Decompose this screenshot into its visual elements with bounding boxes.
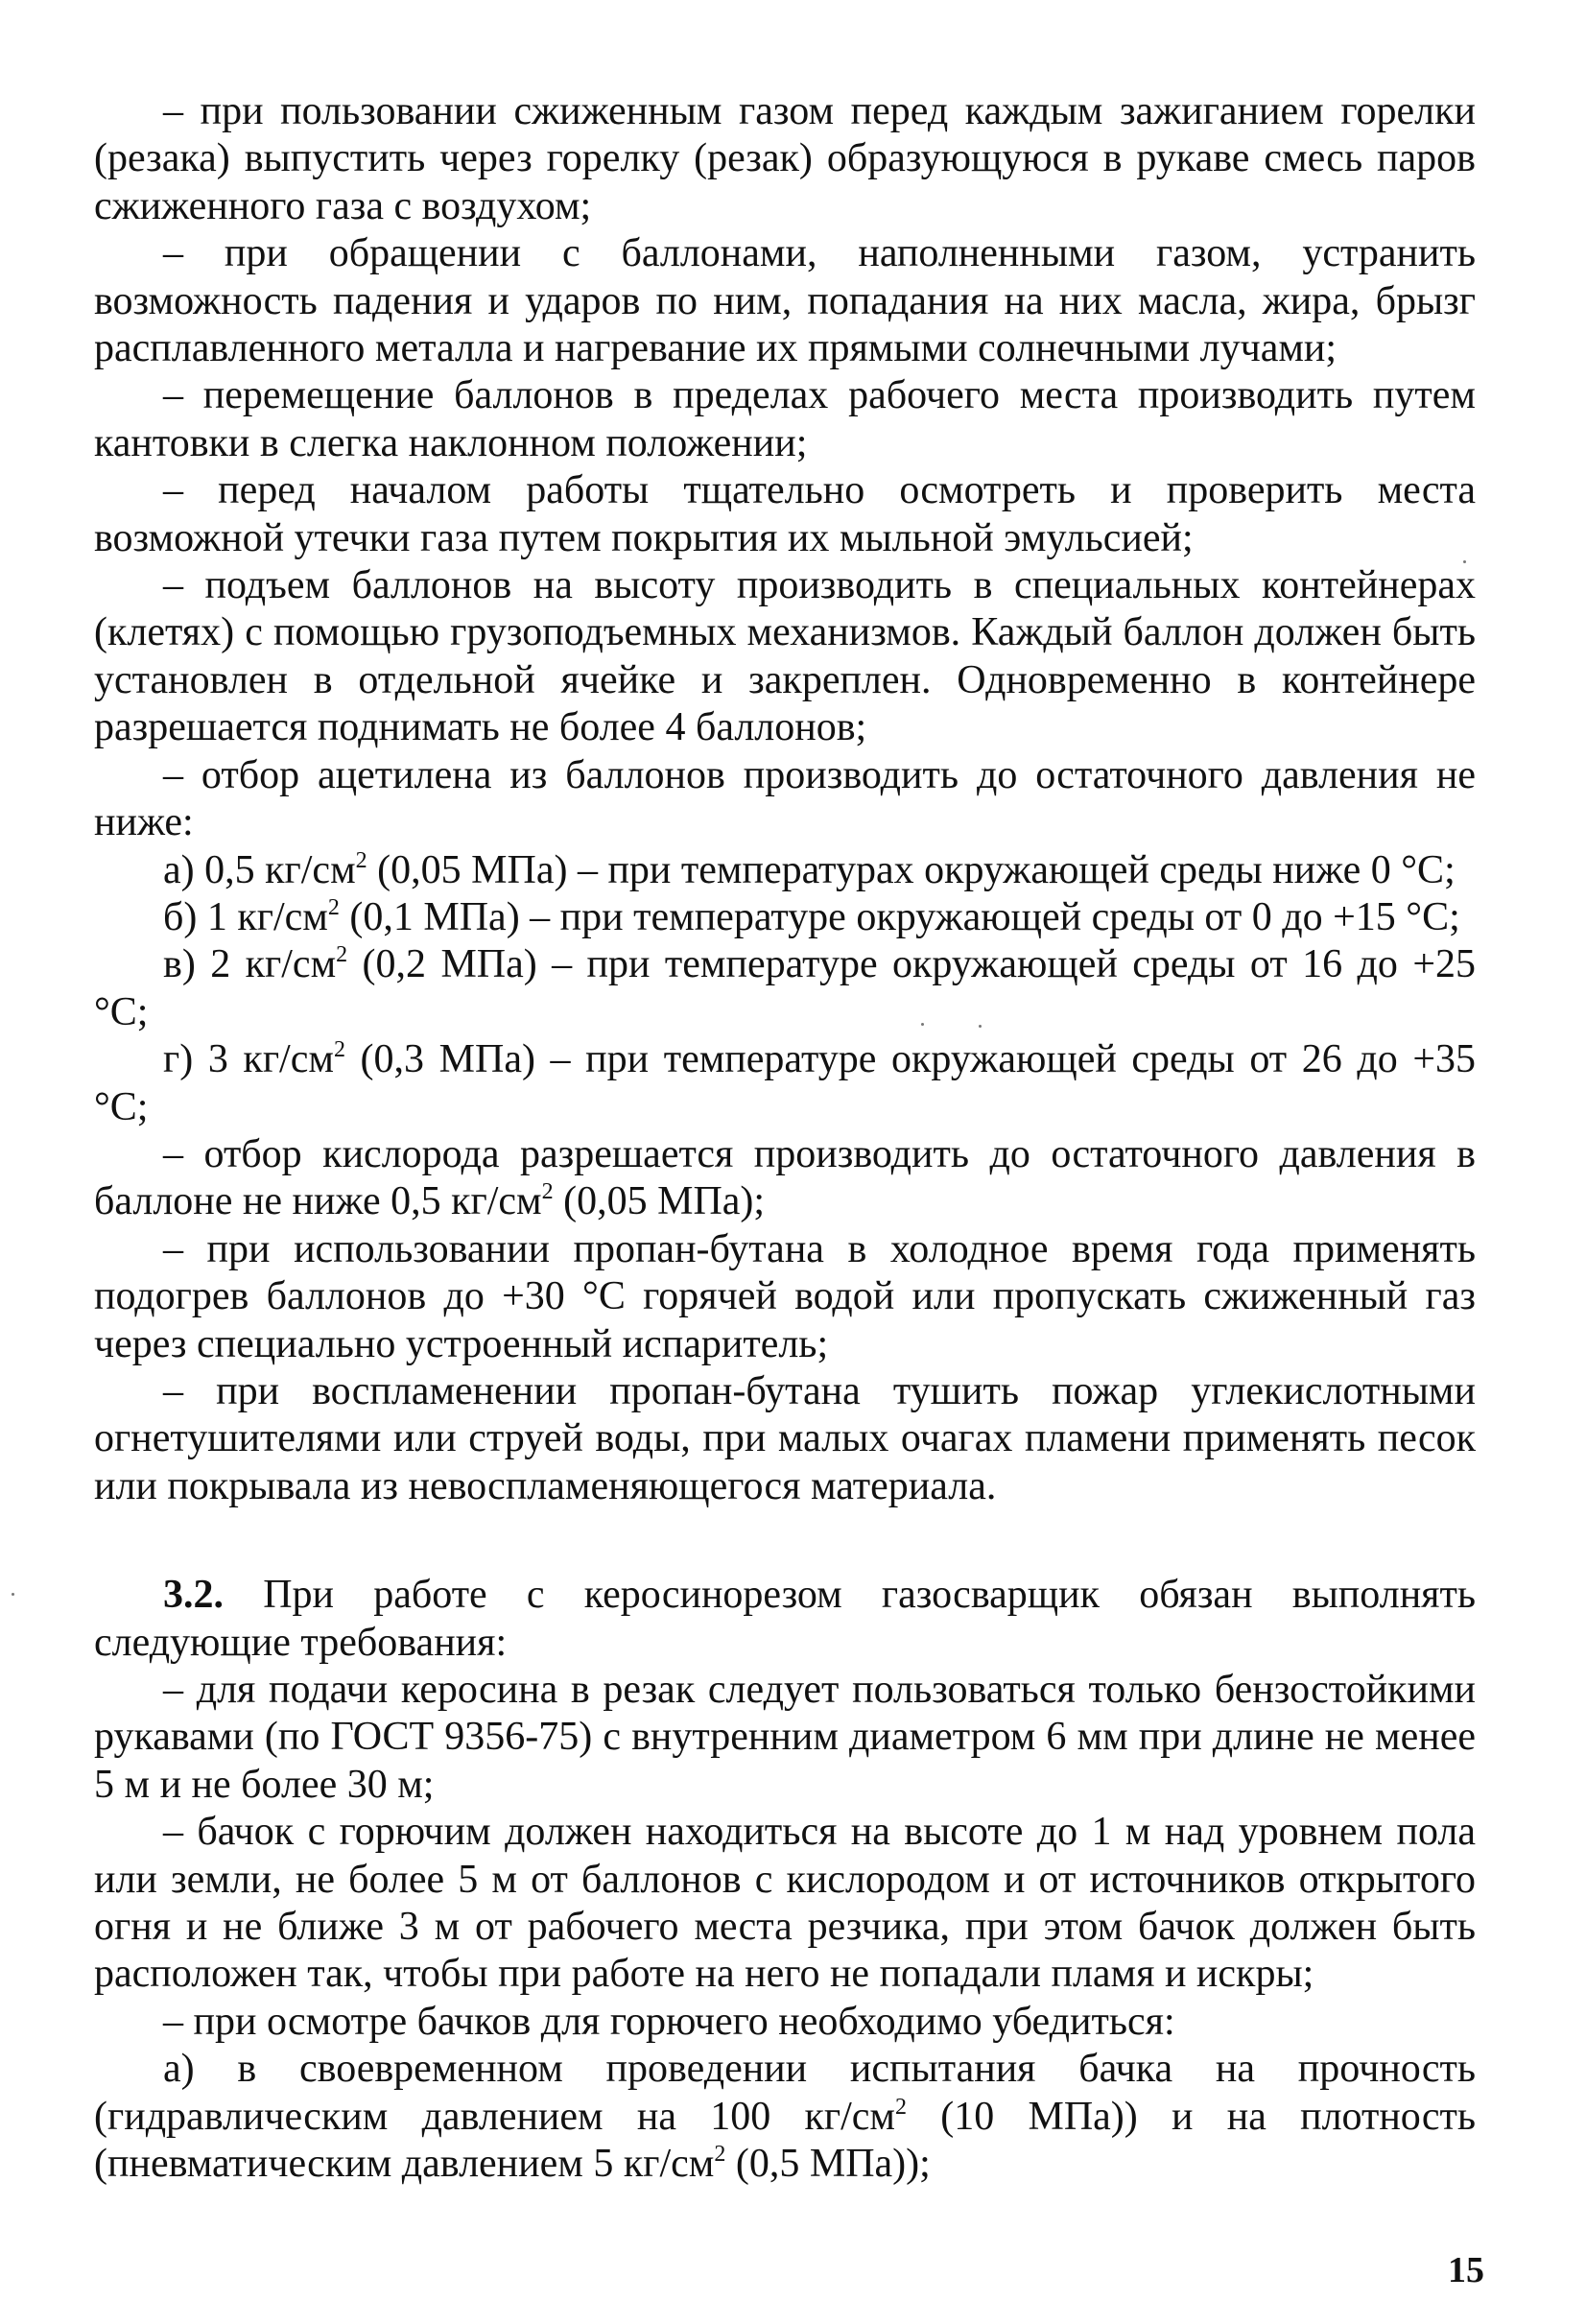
scan-speck	[979, 1025, 982, 1028]
item-text: (0,05 МПа);	[553, 1179, 766, 1224]
acetylene-item-c	[94, 941, 1476, 1036]
superscript: 2	[714, 2142, 726, 2168]
paragraph: – подъем баллонов на высоту производить в специальных контейнерах (клетях) с помощью грузоподъемных механизмов. Каждый баллон должен быть установлен в отдельной ячейке и закреплен. Одновременно в контейнере разрешается поднимать не более 4 баллонов;	[94, 563, 1476, 750]
acetylene-item-b	[94, 894, 1476, 941]
item-text: (0,3 МПа) – при температуре окружающей среды от 26 до +35 °С;	[94, 1037, 1477, 1129]
item-text: а) 0,5 кг/см	[163, 847, 356, 892]
item-text: (0,2 МПа) – при температуре окружающей среды от 16 до +25 °С;	[94, 942, 1476, 1034]
page-number: 15	[1448, 2250, 1484, 2290]
inspection-item-a	[94, 2046, 1476, 2188]
superscript: 2	[895, 2094, 907, 2120]
scan-speck	[921, 1023, 924, 1026]
paragraph: – при воспламенении пропан-бутана тушить пожар углекислотными огнетушителями или струей воды, при малых очагах пламени применять песок или покрывала из невоспламеняющегося материала.	[94, 1368, 1476, 1508]
item-text: б) 1 кг/см	[163, 894, 328, 939]
superscript: 2	[336, 942, 348, 968]
section-text: При работе с керосинорезом газосварщик обязан выполнять следующие требования:	[94, 1573, 1476, 1665]
acetylene-item-a	[94, 847, 1476, 894]
section-number: 3.2.	[163, 1573, 224, 1618]
document-page	[94, 88, 1476, 2188]
superscript: 2	[333, 1037, 345, 1063]
item-text: в) 2 кг/см	[163, 942, 337, 987]
item-text: г) 3 кг/см	[163, 1037, 334, 1082]
acetylene-item-d	[94, 1036, 1476, 1131]
paragraph: – при пользовании сжиженным газом перед каждым зажиганием горелки (резака) выпустить через горелку (резак) образующуюся в рукаве смесь паров сжиженного газа с воздухом;	[94, 89, 1476, 228]
scan-speck	[1463, 560, 1466, 563]
paragraph: – при обращении с баллонами, наполненными газом, устранить возможность падения и ударов по ним, попадания на них масла, жира, брызг расплавленного металла и нагревание их прямыми солнечными лучами;	[94, 231, 1476, 371]
item-text: (0,5 МПа));	[725, 2142, 931, 2187]
paragraph: – при использовании пропан-бутана в холодное время года применять подогрев баллонов до +30 °С горячей водой или пропускать сжиженный газ через специально устроенный испаритель;	[94, 1226, 1476, 1366]
item-text: – отбор кислорода разрешается производить до остаточного давления в баллоне не ниже 0,5 кг/см	[94, 1131, 1476, 1224]
paragraph: – перед началом работы тщательно осмотреть и проверить места возможной утечки газа путем покрытия их мыльной эмульсией;	[94, 468, 1476, 560]
paragraph: – бачок с горючим должен находиться на высоте до 1 м над уровнем пола или земли, не более 5 м от баллонов с кислородом и от источников открытого огня и не ближе 3 м от рабочего места резчика, при этом бачок должен быть расположен так, чтобы при работе на него не попадали пламя и искры;	[94, 1810, 1476, 1997]
item-text: (0,1 МПа) – при температуре окружающей среды от 0 до +15 °С;	[339, 894, 1460, 939]
paragraph: – отбор ацетилена из баллонов производить до остаточного давления не ниже:	[94, 752, 1476, 845]
scan-speck	[12, 1593, 14, 1596]
superscript: 2	[541, 1179, 554, 1205]
section-heading	[94, 1572, 1476, 1667]
item-text: (10 МПа)) и на плотность (пневматическим давлением 5 кг/см	[94, 2094, 1476, 2187]
item-text: а) в своевременном проведении испытания бачка на прочность (гидравлическим давлением на 100 кг/см	[94, 2047, 1476, 2139]
item-text: (0,05 МПа) – при температурах окружающей среды ниже 0 °С;	[367, 847, 1456, 892]
superscript: 2	[327, 894, 340, 920]
superscript: 2	[355, 847, 367, 873]
section-spacer	[94, 1510, 1476, 1572]
paragraph: – для подачи керосина в резак следует пользоваться только бензостойкими рукавами (по ГОСТ 9356-75) с внутренним диаметром 6 мм при длине не менее 5 м и не более 30 м;	[94, 1668, 1476, 1807]
oxygen-paragraph	[94, 1131, 1476, 1226]
paragraph: – при осмотре бачков для горючего необходимо убедиться:	[163, 1999, 1175, 2044]
paragraph: – перемещение баллонов в пределах рабочего места производить путем кантовки в слегка наклонном положении;	[94, 373, 1476, 465]
